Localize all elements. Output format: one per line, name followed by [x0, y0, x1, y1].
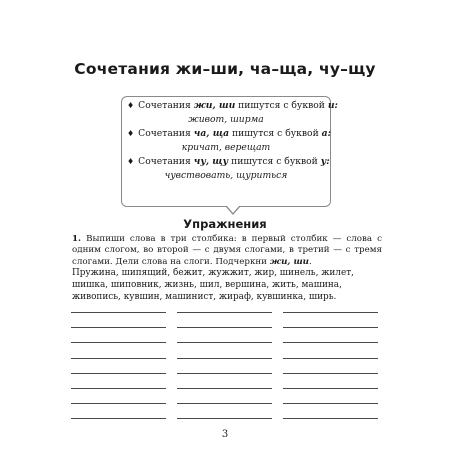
writing-line[interactable]: [283, 327, 378, 328]
writing-line[interactable]: [71, 388, 166, 389]
exercise-instruction: 1. Выпиши слова в три столбика: в первый столбик — слова с одним слогом, во второй — с двумя слогами, в третий — с тремя слогами. Дели слова на слоги. Подчеркни жи, ши.: [72, 234, 382, 267]
writing-column-two-syllables: [177, 312, 272, 434]
writing-line[interactable]: [177, 373, 272, 374]
diamond-bullet-icon: ♦: [127, 101, 135, 110]
writing-column-one-syllable: [71, 312, 166, 434]
writing-line[interactable]: [71, 373, 166, 374]
writing-line[interactable]: [283, 418, 378, 419]
writing-line[interactable]: [177, 342, 272, 343]
writing-line[interactable]: [71, 312, 166, 313]
writing-line[interactable]: [283, 388, 378, 389]
writing-area: [71, 312, 381, 427]
rule-example: чувствовать, щуриться: [164, 169, 288, 181]
rule-chu-shchu: ♦ Сочетания чу, щу пишутся с буквой у: чувствовать, щуриться: [127, 156, 330, 181]
writing-line[interactable]: [177, 403, 272, 404]
writing-line[interactable]: [71, 403, 166, 404]
exercise-number: 1.: [72, 234, 82, 244]
writing-line[interactable]: [177, 327, 272, 328]
diamond-bullet-icon: ♦: [127, 129, 135, 138]
writing-line[interactable]: [71, 342, 166, 343]
rule-example: живот, ширма: [188, 113, 264, 125]
rules-box: [121, 96, 338, 207]
speech-tail-icon: [226, 207, 240, 215]
rule-example: кричат, верещат: [181, 141, 271, 153]
exercise-word-list: Пружина, шипящий, бежит, жужжит, жир, шинель, жилет, шишка, шиповник, жизнь, шил, вершина, жить, машина, живопись, кувшин, машинист, жираф, кувшинка, ширь.: [72, 268, 354, 302]
writing-line[interactable]: [71, 418, 166, 419]
section-heading: Упражнения: [183, 217, 267, 231]
writing-line[interactable]: [283, 373, 378, 374]
writing-line[interactable]: [283, 358, 378, 359]
exercise-emphasis: жи, ши: [269, 256, 309, 267]
writing-line[interactable]: [177, 358, 272, 359]
writing-line[interactable]: [283, 403, 378, 404]
rule-cha-shcha: ♦ Сочетания ча, ща пишутся с буквой а: кричат, верещат: [127, 128, 331, 153]
writing-line[interactable]: [283, 312, 378, 313]
writing-line[interactable]: [283, 342, 378, 343]
writing-line[interactable]: [177, 312, 272, 313]
writing-line[interactable]: [71, 327, 166, 328]
writing-line[interactable]: [177, 418, 272, 419]
page-title: Сочетания жи–ши, ча–ща, чу–щу: [74, 60, 376, 78]
writing-line[interactable]: [71, 358, 166, 359]
diamond-bullet-icon: ♦: [127, 157, 135, 166]
writing-line[interactable]: [177, 388, 272, 389]
page-number: 3: [221, 429, 229, 440]
rule-zhi-shi: ♦ Сочетания жи, ши пишутся с буквой и: живот, ширма: [127, 100, 338, 125]
writing-column-three-syllables: [283, 312, 378, 434]
